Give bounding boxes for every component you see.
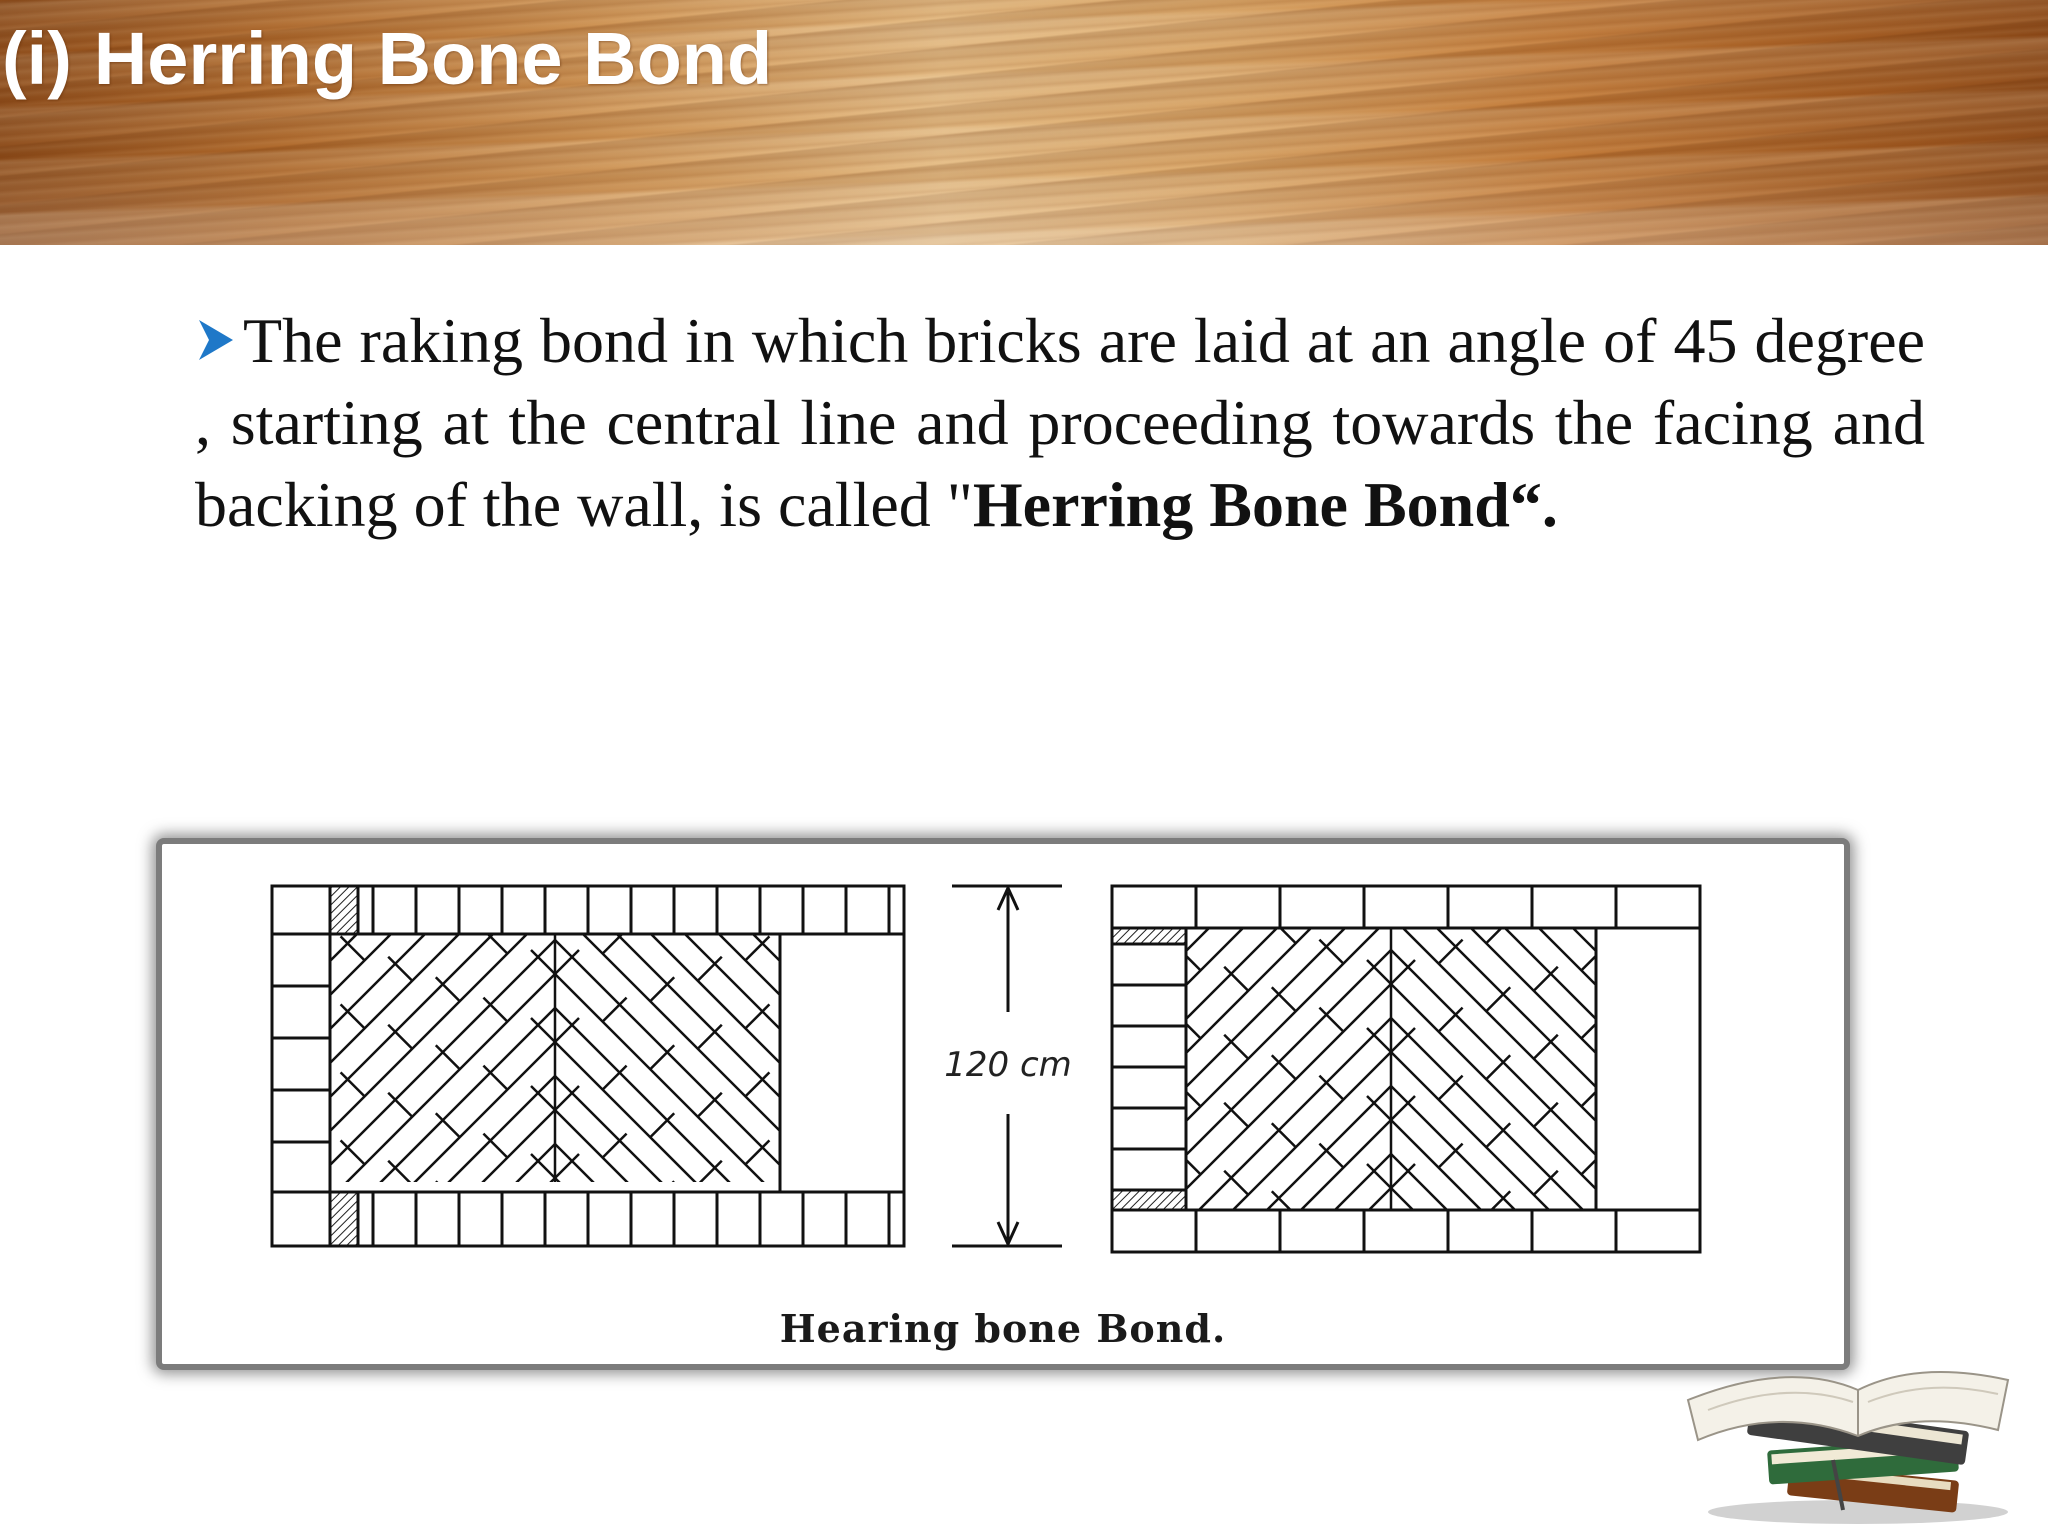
left-plan: [162, 844, 1007, 1364]
herringbone-figure: [156, 838, 1850, 1370]
definition-term: Herring Bone Bond: [972, 469, 1510, 540]
right-plan: [981, 844, 1801, 1364]
figure-caption: Hearing bone Bond.: [779, 1306, 1227, 1351]
wood-header-banner: [0, 0, 2048, 245]
definition-paragraph: [195, 300, 1925, 546]
title-number: (i): [2, 17, 72, 100]
dimension-label: 120 cm: [944, 1045, 1072, 1085]
arrow-bullet-icon: [195, 314, 237, 366]
herringbone-drawing: [162, 844, 1844, 1364]
definition-closing: “.: [1509, 469, 1558, 540]
definition-text: The raking bond in which bricks are laid at an angle of 45 degree , starting at the central line and proceeding towards the facing and backing of the wall, is called ": [195, 305, 1925, 540]
title-text: Herring Bone Bond: [93, 17, 773, 100]
slide-title: [2, 14, 772, 104]
books-stack-icon: [1668, 1340, 2028, 1530]
